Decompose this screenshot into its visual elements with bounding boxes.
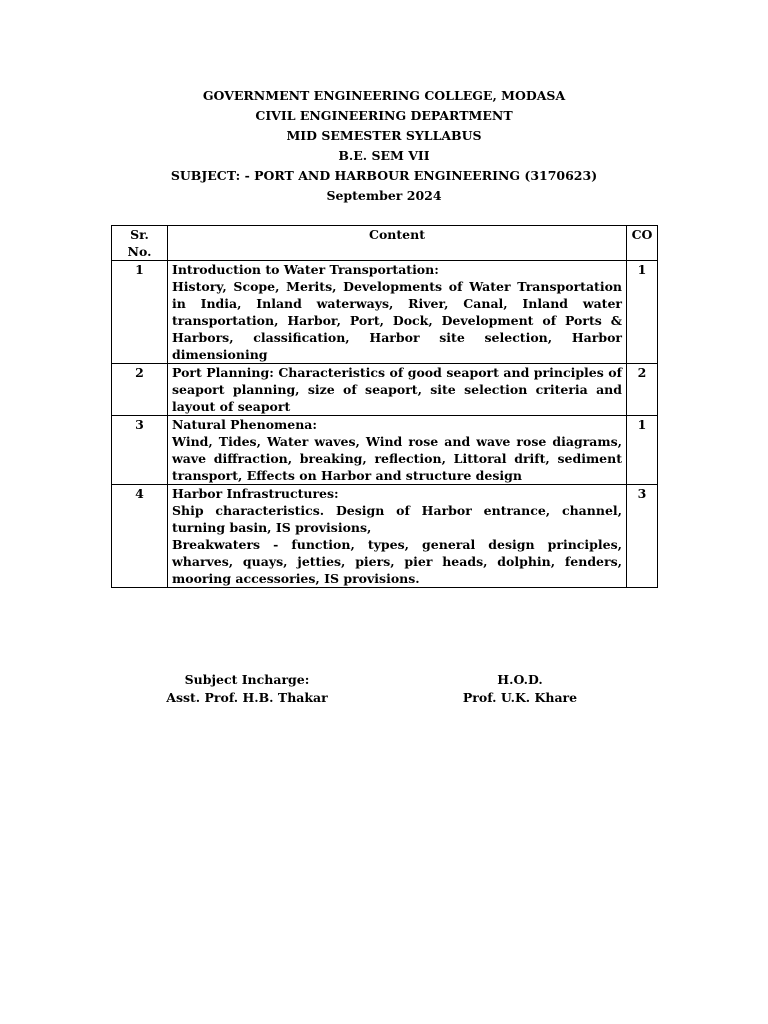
subject-incharge-title: Subject Incharge: [184, 672, 310, 687]
subject-incharge-name: Asst. Prof. H.B. Thakar [166, 690, 328, 705]
semester: B.E. SEM VII [338, 148, 430, 163]
document-header [0, 86, 768, 206]
content-cell [168, 261, 627, 364]
hod-title: H.O.D. [497, 672, 543, 687]
sr-no-cell: 1 [112, 261, 168, 364]
topic-body-continued: Breakwaters - function, types, general design principles, wharves, quays, jetties, piers, pier heads, dolphin, fenders, mooring accessories, IS provisions. [172, 537, 622, 586]
sr-no-cell: 4 [112, 485, 168, 588]
topic-body: Wind, Tides, Water waves, Wind rose and wave rose diagrams, wave diffraction, breaking, reflection, Littoral drift, sediment transport, Effects on Harbor and structure design [172, 434, 622, 483]
topic-body: History, Scope, Merits, Developments of Water Transportation in India, Inland waterways, River, Canal, Inland water transportation, Harbor, Port, Dock, Development of Ports & Harbors, classification, Harbor site selection, Harbor dimensioning [172, 279, 622, 362]
topic-heading: Introduction to Water Transportation: [172, 262, 439, 277]
content-cell [168, 364, 627, 416]
hod-name: Prof. U.K. Khare [462, 690, 578, 705]
topic-heading: Harbor Infrastructures: [172, 486, 339, 501]
table-row [112, 261, 658, 364]
sr-no-cell: 3 [112, 416, 168, 485]
topic-heading: Natural Phenomena: [172, 417, 318, 432]
table-row [112, 364, 658, 416]
topic-heading: Port Planning: Characteristics of good seaport and principles of seaport planning, size of seaport, site selection criteria and layout of seaport [172, 365, 622, 414]
content-cell [168, 485, 627, 588]
table-row [112, 485, 658, 588]
sr-no-cell: 2 [112, 364, 168, 416]
subject-incharge-signature [147, 671, 347, 707]
column-header-co: CO [627, 226, 658, 261]
department-name: CIVIL ENGINEERING DEPARTMENT [255, 108, 513, 123]
topic-body: Ship characteristics. Design of Harbor entrance, channel, turning basin, IS provisions, [172, 503, 622, 535]
document-title: MID SEMESTER SYLLABUS [286, 128, 482, 143]
column-header-content: Content [168, 226, 627, 261]
co-cell: 1 [627, 416, 658, 485]
college-name: GOVERNMENT ENGINEERING COLLEGE, MODASA [202, 88, 566, 103]
hod-signature [420, 671, 620, 707]
subject-title: SUBJECT: - PORT AND HARBOUR ENGINEERING (3170623) [170, 168, 598, 183]
column-header-sr-no: Sr. No. [112, 226, 168, 261]
co-cell: 1 [627, 261, 658, 364]
document-date: September 2024 [326, 188, 442, 203]
syllabus-table [111, 225, 658, 588]
table-row [112, 416, 658, 485]
co-cell: 2 [627, 364, 658, 416]
co-cell: 3 [627, 485, 658, 588]
table-header-row [112, 226, 658, 261]
content-cell [168, 416, 627, 485]
